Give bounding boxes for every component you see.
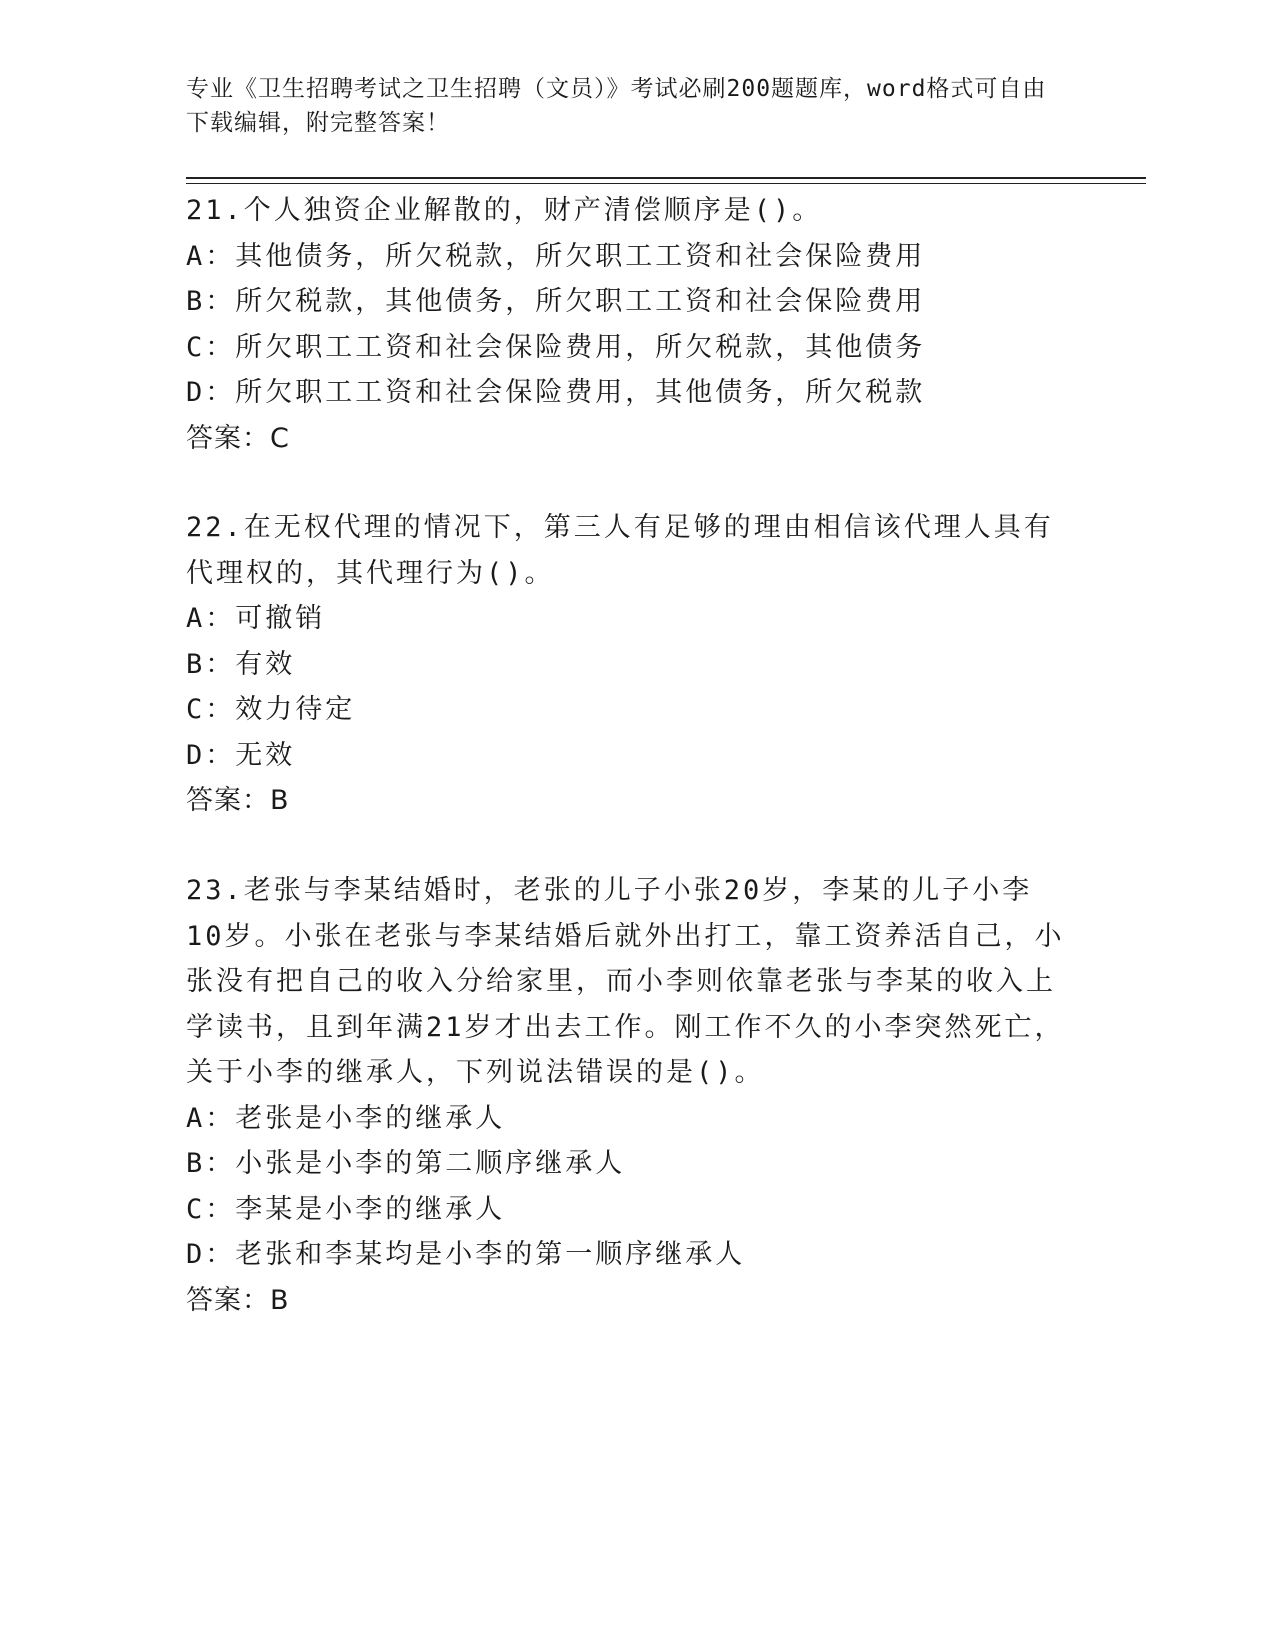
question-stem: 22.在无权代理的情况下，第三人有足够的理由相信该代理人具有代理权的，其代理行为()。: [186, 512, 1054, 589]
option-a: A：其他债务，所欠税款，所欠职工工资和社会保险费用: [186, 240, 926, 272]
header-divider-thick: [186, 177, 1146, 179]
option-c: C：所欠职工工资和社会保险费用，所欠税款，其他债务: [186, 331, 926, 363]
question-21: [186, 188, 1066, 461]
option-b: B：所欠税款，其他债务，所欠职工工资和社会保险费用: [186, 286, 926, 317]
option-d: D：所欠职工工资和社会保险费用，其他债务，所欠税款: [186, 377, 926, 408]
header-divider-thin: [186, 183, 1146, 184]
question-stem: 23.老张与李某结婚时，老张的儿子小张20岁，李某的儿子小李10岁。小张在老张与李某结婚后就外出打工，靠工资养活自己，小张没有把自己的收入分给家里，而小李则依靠老张与李某的收入上学读书，且到年满21岁才出去工作。刚工作不久的小李突然死亡，关于小李的继承人，下列说法错误的是()。: [186, 875, 1065, 1088]
option-a: A：可撤销: [186, 603, 326, 634]
question-22: [186, 505, 1066, 824]
document-header: 专业《卫生招聘考试之卫生招聘（文员）》考试必刷200题题库，word格式可自由下载编辑，附完整答案！: [186, 76, 1047, 136]
option-d: D：无效: [186, 739, 296, 771]
option-d: D：老张和李某均是小李的第一顺序继承人: [186, 1239, 746, 1270]
option-a: A：老张是小李的继承人: [186, 1102, 506, 1134]
answer-line: 答案：B: [186, 1284, 290, 1316]
question-stem: 21.个人独资企业解散的，财产清偿顺序是()。: [186, 195, 823, 226]
answer-line: 答案：B: [186, 785, 290, 816]
answer-line: 答案：C: [186, 422, 290, 454]
option-b: B：小张是小李的第二顺序继承人: [186, 1148, 626, 1179]
question-23: [186, 868, 1066, 1323]
option-c: C：李某是小李的继承人: [186, 1193, 506, 1225]
option-c: C：效力待定: [186, 694, 356, 725]
option-b: B：有效: [186, 648, 296, 680]
